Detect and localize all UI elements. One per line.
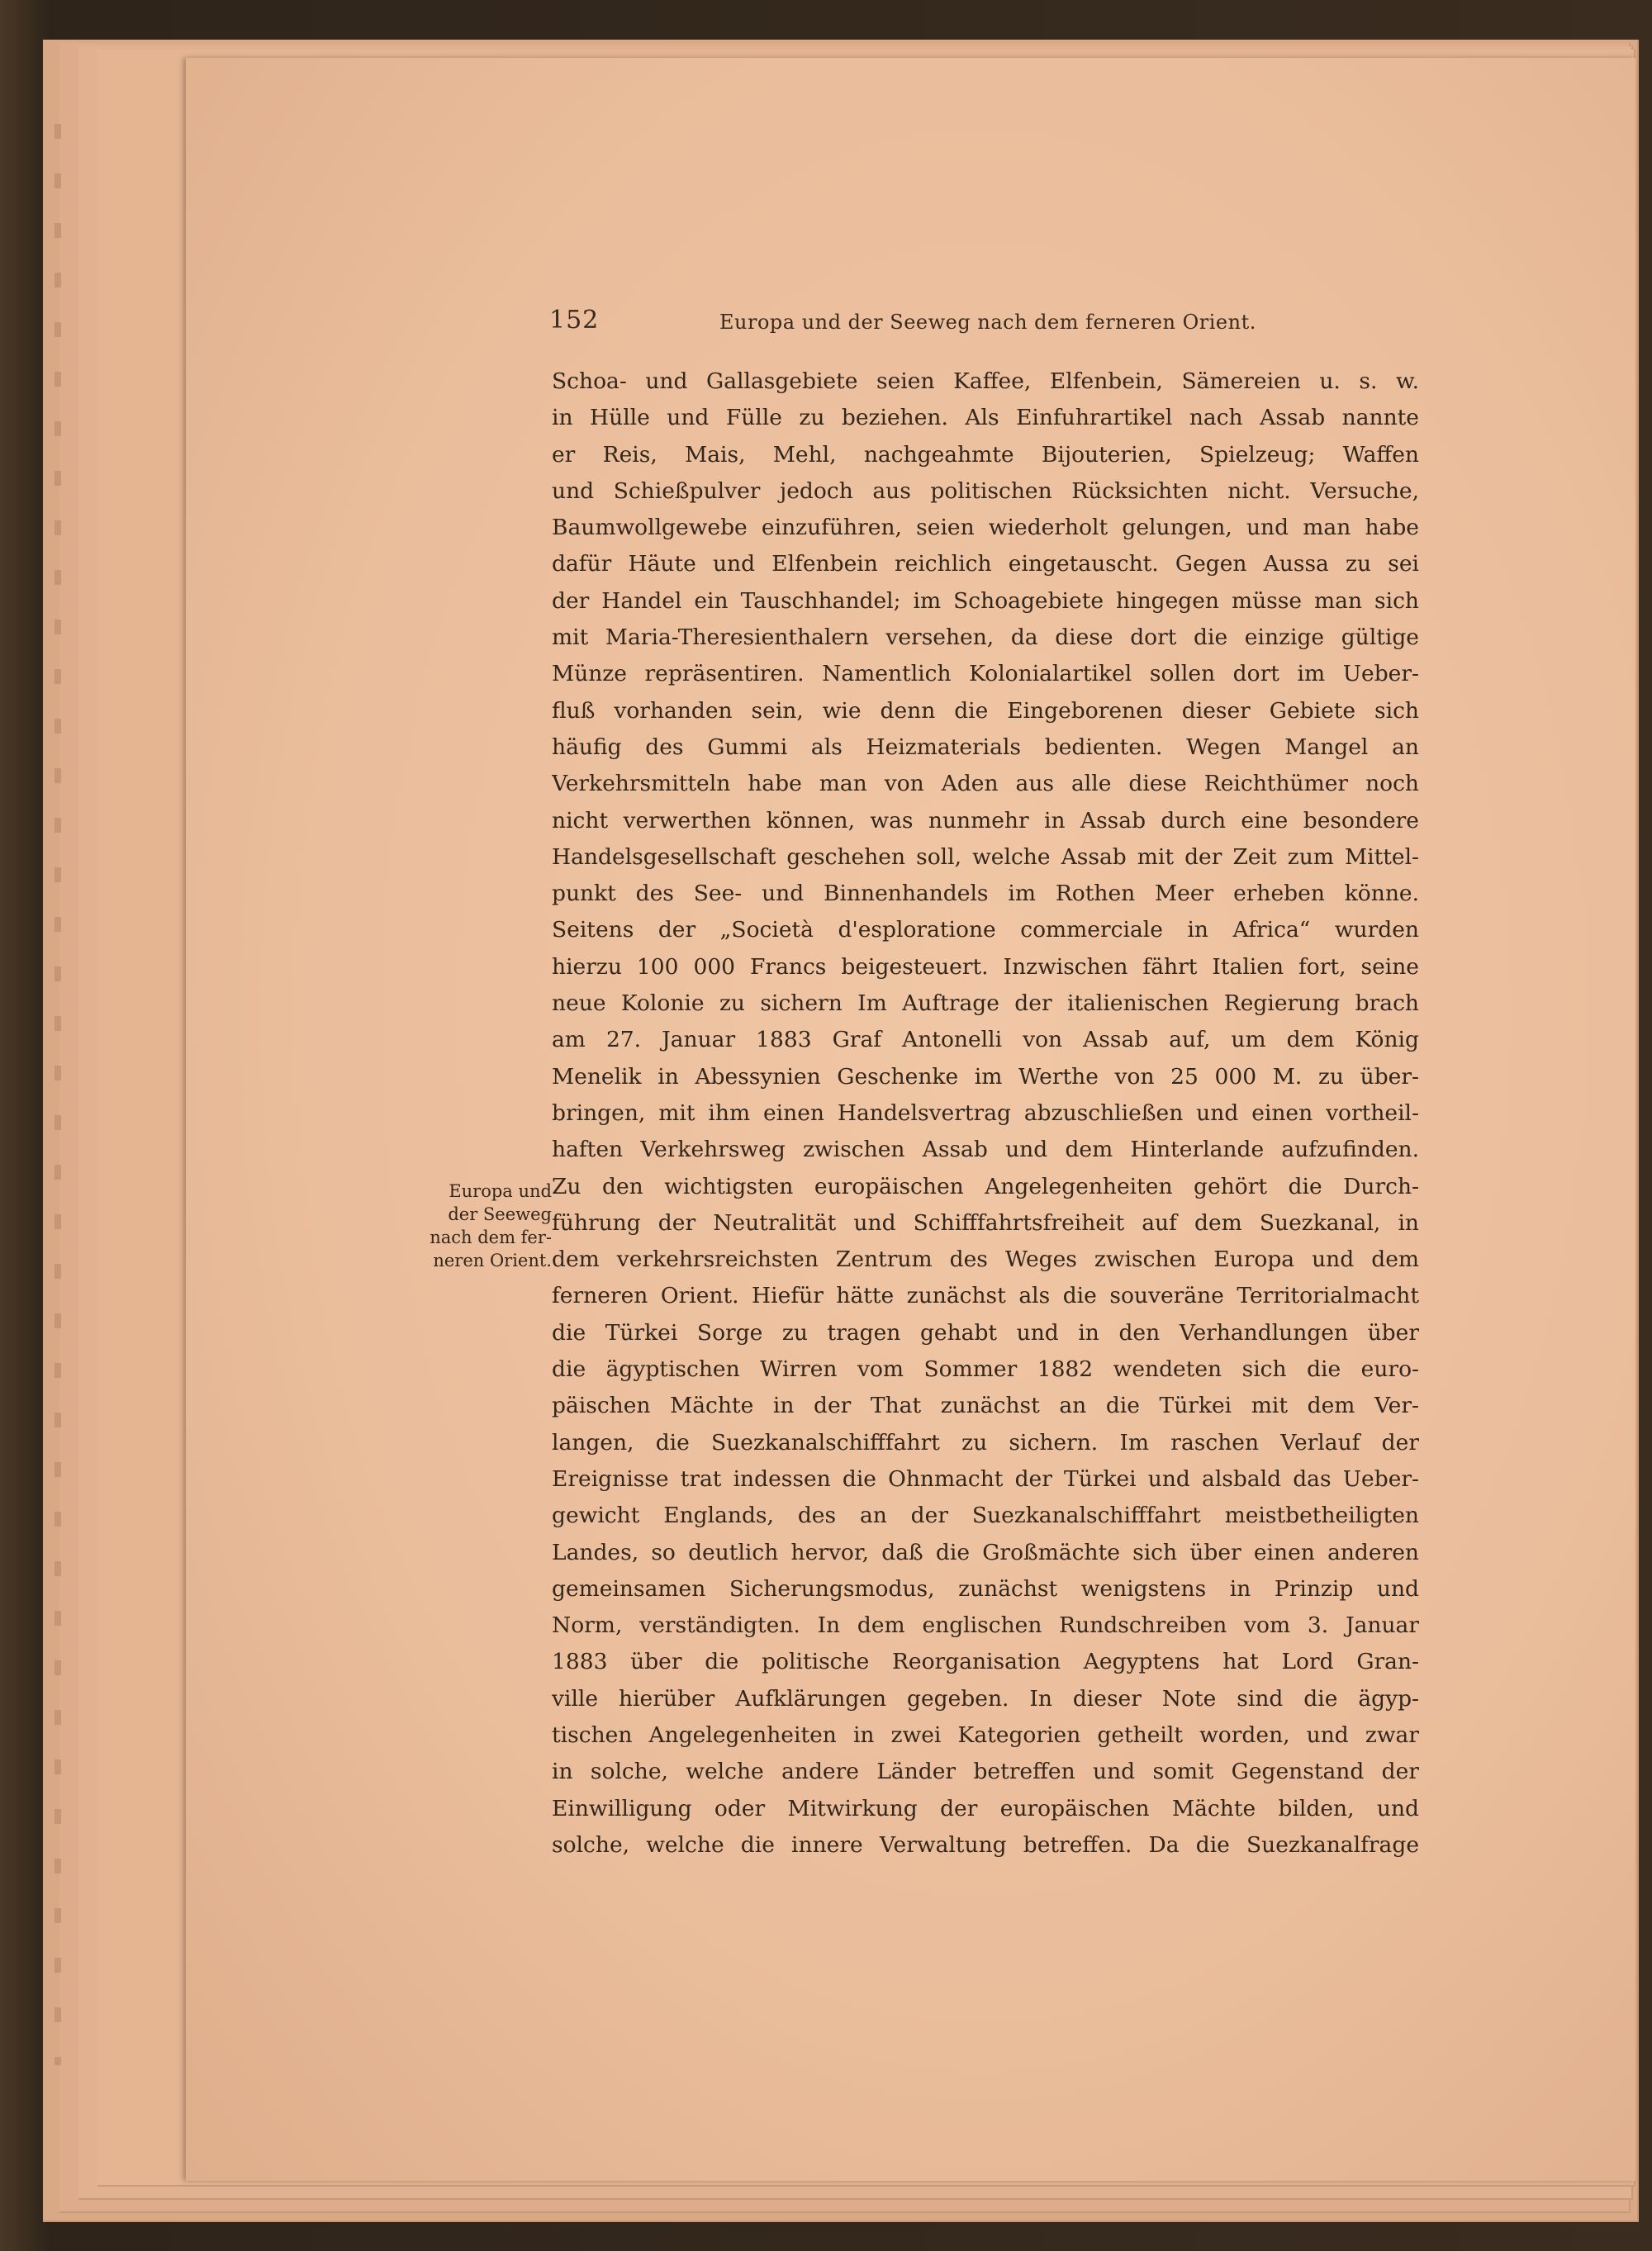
text-line: er Reis, Mais, Mehl, nachgeahmte Bijouterien, Spielzeug; Waffen — [552, 441, 1419, 468]
text-line: langen, die Suezkanalschifffahrt zu sichern. Im raschen Verlauf der — [552, 1429, 1419, 1456]
text-line: neue Kolonie zu sichern Im Auftrage der italienischen Regierung brach — [552, 990, 1419, 1017]
page-header — [549, 306, 1276, 342]
text-line: häufig des Gummi als Heizmaterials bedienten. Wegen Mangel an — [552, 734, 1419, 760]
text-line: gewicht Englands, des an der Suezkanalschifffahrt meistbetheiligten — [552, 1503, 1419, 1529]
marginal-note-line: nach dem fer- — [430, 1228, 552, 1247]
text-line: ferneren Orient. Hiefür hätte zunächst als die souveräne Territorialmacht — [552, 1283, 1419, 1309]
text-line: nicht verwerthen können, was nunmehr in Assab durch eine besondere — [552, 807, 1419, 833]
text-line: solche, welche die innere Verwaltung betreffen. Da die Suezkanalfrage — [552, 1831, 1419, 1858]
body-text — [552, 363, 1419, 1864]
text-line: gemeinsamen Sicherungsmodus, zunächst wenigstens in Prinzip und — [552, 1575, 1419, 1602]
text-line: Handelsgesellschaft geschehen soll, welche Assab mit der Zeit zum Mittel- — [552, 843, 1419, 870]
text-line: am 27. Januar 1883 Graf Antonelli von Assab auf, um dem König — [552, 1027, 1419, 1053]
running-title: Europa und der Seeweg nach dem ferneren Orient. — [719, 311, 1256, 334]
text-line: fluß vorhanden sein, wie denn die Eingeborenen dieser Gebiete sich — [552, 697, 1419, 724]
marginal-note-line: neren Orient. — [433, 1251, 552, 1270]
text-line: Norm, verständigten. In dem englischen Rundschreiben vom 3. Januar — [552, 1612, 1419, 1639]
text-line: Schoa- und Gallasgebiete seien Kaffee, Elfenbein, Sämereien u. s. w. — [552, 368, 1419, 394]
text-line: bringen, mit ihm einen Handelsvertrag abzuschließen und einen vortheil- — [552, 1099, 1419, 1126]
text-line: dem verkehrsreichsten Zentrum des Weges zwischen Europa und dem — [552, 1247, 1419, 1273]
text-line: Menelik in Abessynien Geschenke im Werthe von 25 000 M. zu über- — [552, 1063, 1419, 1090]
text-line: päischen Mächte in der That zunächst an die Türkei mit dem Ver- — [552, 1393, 1419, 1419]
text-line: 1883 über die politische Reorganisation Aegyptens hat Lord Gran- — [552, 1649, 1419, 1675]
text-line: in Hülle und Fülle zu beziehen. Als Einfuhrartikel nach Assab nannte — [552, 405, 1419, 431]
text-line: dafür Häute und Elfenbein reichlich eingetauscht. Gegen Aussa zu sei — [552, 551, 1419, 577]
marginal-note — [411, 1180, 552, 1272]
text-line: Ereignisse trat indessen die Ohnmacht der Türkei und alsbald das Ueber- — [552, 1465, 1419, 1492]
text-line: mit Maria-Theresienthalern versehen, da diese dort die einzige gültige — [552, 624, 1419, 651]
text-line: Verkehrsmitteln habe man von Aden aus alle diese Reichthümer noch — [552, 771, 1419, 797]
text-line: Landes, so deutlich hervor, daß die Großmächte sich über einen anderen — [552, 1539, 1419, 1565]
text-line: die Türkei Sorge zu tragen gehabt und in den Verhandlungen über — [552, 1319, 1419, 1346]
text-line: haften Verkehrsweg zwischen Assab und dem Hinterlande aufzufinden. — [552, 1137, 1419, 1163]
text-line: Baumwollgewebe einzuführen, seien wiederholt gelungen, und man habe — [552, 515, 1419, 541]
text-line: punkt des See- und Binnenhandels im Rothen Meer erheben könne. — [552, 881, 1419, 907]
marginal-note-line: der Seeweg — [448, 1204, 552, 1224]
page-number: 152 — [549, 306, 600, 335]
text-line: die ägyptischen Wirren vom Sommer 1882 wendeten sich die euro- — [552, 1356, 1419, 1383]
text-line: hierzu 100 000 Francs beigesteuert. Inzwischen fährt Italien fort, seine — [552, 953, 1419, 980]
text-line: Zu den wichtigsten europäischen Angelegenheiten gehört die Durch- — [552, 1173, 1419, 1199]
text-line: Münze repräsentiren. Namentlich Kolonialartikel sollen dort im Ueber- — [552, 661, 1419, 687]
text-line: in solche, welche andere Länder betreffen und somit Gegenstand der — [552, 1759, 1419, 1785]
text-line: der Handel ein Tauschhandel; im Schoagebiete hingegen müsse man sich — [552, 587, 1419, 614]
marginal-note-line: Europa und — [449, 1181, 552, 1201]
binding-edge — [55, 124, 61, 2065]
text-line: ville hierüber Aufklärungen gegeben. In dieser Note sind die ägyp- — [552, 1685, 1419, 1712]
text-line: führung der Neutralität und Schifffahrtsfreiheit auf dem Suezkanal, in — [552, 1209, 1419, 1236]
text-line: Seitens der „Società d'esploratione commerciale in Africa“ wurden — [552, 917, 1419, 943]
text-line: und Schießpulver jedoch aus politischen Rücksichten nicht. Versuche, — [552, 477, 1419, 504]
text-line: Einwilligung oder Mitwirkung der europäischen Mächte bilden, und — [552, 1795, 1419, 1821]
text-line: tischen Angelegenheiten in zwei Kategorien getheilt worden, und zwar — [552, 1721, 1419, 1748]
